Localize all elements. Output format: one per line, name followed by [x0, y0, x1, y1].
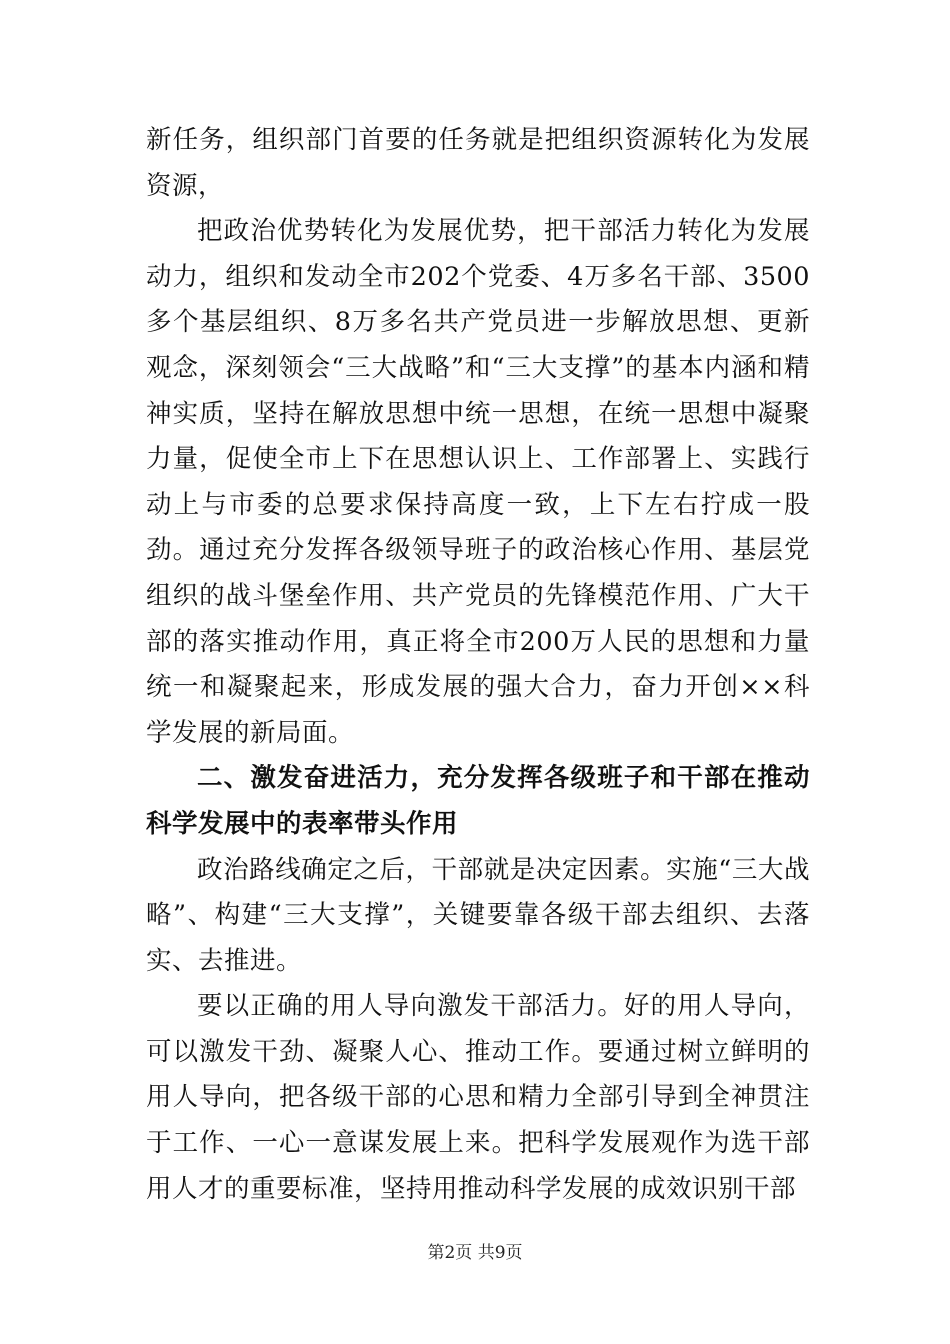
- paragraph-employment-orientation: 要以正确的用人导向激发干部活力。好的用人导向，可以激发干劲、凝聚人心、推动工作。要通过树立鲜明的用人导向，把各级干部的心思和精力全部引导到全神贯注于工作、一心一意谋发展上来。把科学发展观作为选干部用人才的重要标准，坚持用推动科学发展的成效识别干部: [146, 991, 810, 1204]
- section-heading-2: 二、激发奋进活力，充分发挥各级班子和干部在推动科学发展中的表率带头作用: [146, 763, 810, 839]
- page-footer: 第2页 共9页: [427, 1243, 523, 1263]
- document-body: [146, 118, 810, 1212]
- paragraph-cadres-decisive: 政治路线确定之后，干部就是决定因素。实施“三大战略”、构建“三大支撑”，关键要靠各级干部去组织、去落实、去推进。: [146, 854, 810, 976]
- paragraph-continuation: 新任务，组织部门首要的任务就是把组织资源转化为发展资源，: [146, 125, 810, 201]
- paragraph-political-advantage: 把政治优势转化为发展优势，把干部活力转化为发展动力，组织和发动全市202个党委、4万多名干部、3500多个基层组织、8万多名共产党员进一步解放思想、更新观念，深刻领会“三大战略”和“三大支撑”的基本内涵和精神实质，坚持在解放思想中统一思想，在统一思想中凝聚力量，促使全市上下在思想认识上、工作部署上、实践行动上与市委的总要求保持高度一致，上下左右拧成一股劲。通过充分发挥各级领导班子的政治核心作用、基层党组织的战斗堡垒作用、共产党员的先锋模范作用、广大干部的落实推动作用，真正将全市200万人民的思想和力量统一和凝聚起来，形成发展的强大合力，奋力开创××科学发展的新局面。: [146, 216, 810, 748]
